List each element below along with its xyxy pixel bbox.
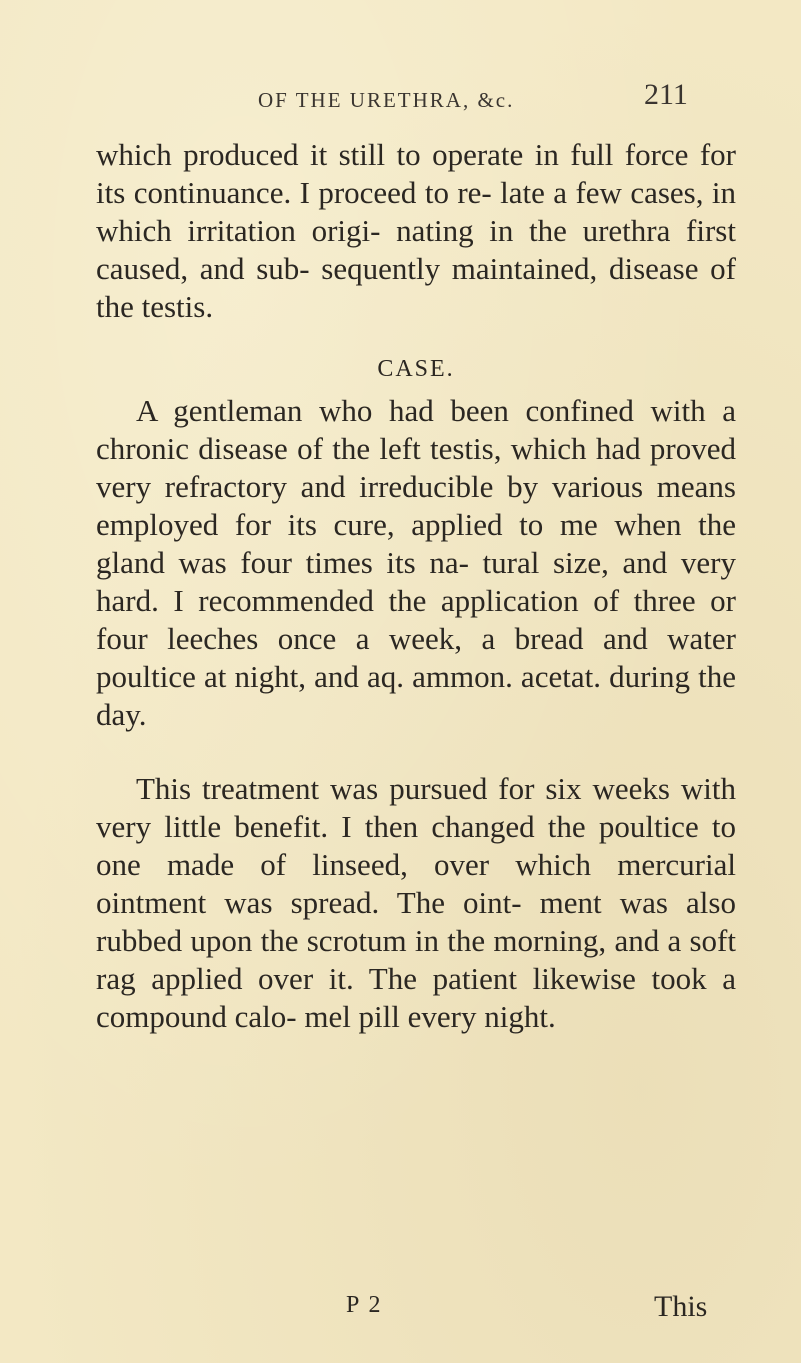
catchword: This xyxy=(654,1290,708,1323)
signature-mark: P 2 xyxy=(346,1292,383,1318)
paragraph-intro: which produced it still to operate in full force for its continuance. I proceed to re- late a few cases, in which irritation origi- nating in the urethra first caused, and sub- sequently maintained, disease of the testis. xyxy=(96,137,736,324)
case-paragraph-1: A gentleman who had been confined with a chronic disease of the left testis, which had proved very refractory and irreducible by various means employed for its cure, applied to me when the gland was four times its na- tural size, and very hard. I recommended the application of three or four leeches once a week, a bread and water poultice at night, and aq. ammon. acetat. during the day. xyxy=(96,393,736,732)
section-heading: CASE. xyxy=(377,356,455,382)
case-paragraph-2: This treatment was pursued for six weeks with very little benefit. I then changed the poultice to one made of linseed, over which mercurial ointment was spread. The oint- ment was also rubbed upon the scrotum in the morning, and a soft rag applied over it. The patient likewise took a compound calo- mel pill every night. xyxy=(96,771,736,1034)
paragraph-gap xyxy=(96,734,736,770)
body-text xyxy=(96,136,736,1036)
page-number: 211 xyxy=(644,78,688,111)
running-title: OF THE URETHRA, &c. xyxy=(258,88,515,112)
running-head xyxy=(0,76,801,116)
page-footer xyxy=(0,1292,801,1332)
